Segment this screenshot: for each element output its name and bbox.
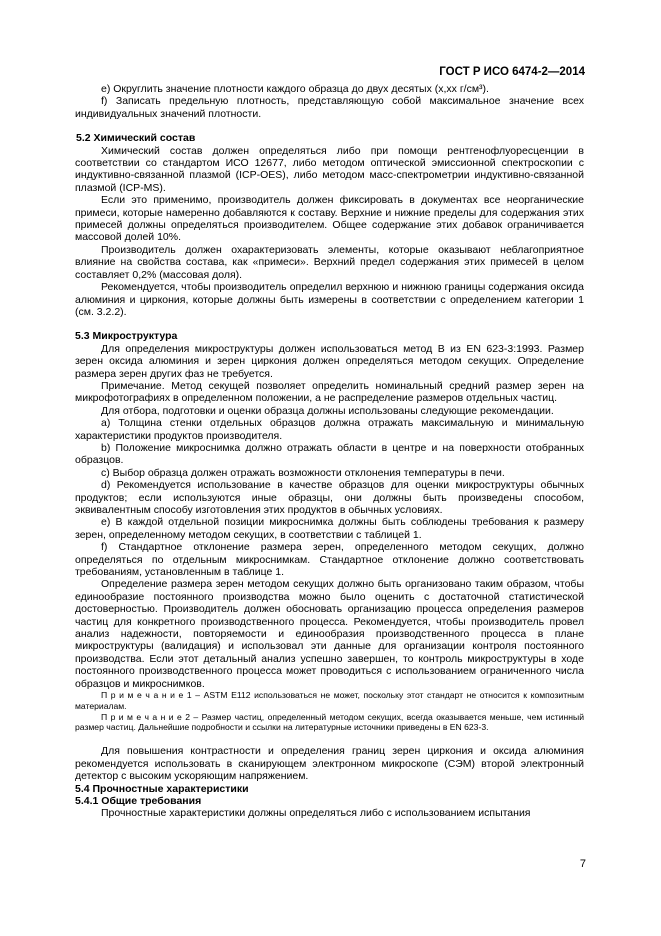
section-5-2-p1: Химический состав должен определяться либо при помощи рентгенофлуоресценции в соответствии со стандартом ИСО 12677, либо методом оптической эмиссионной спектроскопии с индуктивно-связанной плазмой (ICP-OES), либо методом масс-спектрометрии индуктивно-связанной плазмой (ICP-MS). <box>75 144 584 194</box>
section-5-4-1-title: 5.4.1 Общие требования <box>75 794 202 807</box>
section-5-3-item-c: с) Выбор образца должен отражать возможности отклонения температуры в печи. <box>101 466 505 479</box>
section-5-3-item-f: f) Стандартное отклонение размера зерен, определенного методом секущих, должно определяться по отдельным микроснимкам. Стандартное отклонение должно соответствовать требованиям, установленным в таблице 1. <box>75 541 584 579</box>
section-5-2-p2: Если это применимо, производитель должен фиксировать в документах все неорганические примеси, которые намеренно добавляются к составу. Верхние и нижние пределы для содержания этих примесей должны определяться производителем. Общее содержание этих добавок ограничивается массовой долей 10%. <box>75 194 584 244</box>
paragraph-e: е) Округлить значение плотности каждого образца до двух десятых (x,xx г/см³). <box>101 83 489 95</box>
section-5-2-p4: Рекомендуется, чтобы производитель определил верхнюю и нижнюю границы содержания оксида алюминия и циркония, которые должны быть измерены в соответствии с определением категории 1 (см. 3.2.2). <box>75 281 584 318</box>
section-5-3-p5: Для повышения контрастности и определения границ зерен циркония и оксида алюминия рекомендуется использовать в сканирующем электронном микроскопе (СЭМ) второй электронный детектор с высоким ускоряющим напряжением. <box>75 745 584 783</box>
section-5-2-title: 5.2 Химический состав <box>76 132 196 145</box>
paragraph-f: f) Записать предельную плотность, представляющую собой максимальное значение всех индивидуальных значений плотности. <box>75 95 584 120</box>
section-5-3-item-e: е) В каждой отдельной позиции микроснимка должны быть соблюдены требования к размеру зерен, определенному методом секущих, в соответствии с таблицей 1. <box>75 516 584 541</box>
section-5-3-item-a: а) Толщина стенки отдельных образцов должна отражать максимальную и минимальную характеристики продуктов производителя. <box>75 417 584 442</box>
section-5-3-p4: Определение размера зерен методом секущих должно быть организовано таким образом, чтобы единообразие постоянного производства можно было оценить с достаточной статистической достоверностью. Производитель должен обосновать организацию процесса определения размеров частиц для конкретного производственного процесса. Рекомендуется, чтобы производитель провел анализ надежности, повторяемости и единообразия производственного процесса в плане микроструктуры (валидация) и использовал эти данные для организации контроля постоянного производства. Если этот детальный анализ успешно завершен, то контроль микроструктуры в ходе постоянного производственного процесса может проводиться с использованием ограниченного числа образцов и микроснимков. <box>75 578 584 690</box>
section-5-3-p2: Примечание. Метод секущей позволяет определить номинальный средний размер зерен на микрофотографиях в определенном положении, а не распределение размеров отдельных частиц. <box>75 379 584 405</box>
section-5-3-note-2: П р и м е ч а н и е 2 – Размер частиц, определенный методом секущих, всегда оказывается меньше, чем истинный размер частиц. Дальнейшие подробности и ссылки на литературные источники приведены в EN 623-3. <box>75 711 584 733</box>
section-5-3-item-b: b) Положение микроснимка должно отражать области в центре и на поверхности отобранных образцов. <box>75 441 584 467</box>
document-header: ГОСТ Р ИСО 6474-2—2014 <box>439 66 585 78</box>
section-5-3-note-1: П р и м е ч а н и е 1 – ASTM E112 использоваться не может, поскольку этот стандарт не относится к композитным материалам. <box>75 690 584 711</box>
section-5-4-title: 5.4 Прочностные характеристики <box>75 782 249 795</box>
section-5-3-p1: Для определения микроструктуры должен использоваться метод В из EN 623-3:1993. Размер зерен оксида алюминия и зерен циркония должен определяться методом секущих. Определение размера зерен других фаз не требуется. <box>75 342 584 380</box>
section-5-3-item-d: d) Рекомендуется использование в качестве образцов для оценки микроструктуры обычных продуктов; если используются иные образцы, они должны быть произведены способом, эквивалентным способу изготовления этих продуктов в обычных условиях. <box>75 479 584 516</box>
section-5-3-title: 5.3 Микроструктура <box>75 330 178 343</box>
section-5-2-p3: Производитель должен охарактеризовать элементы, которые оказывают неблагоприятное влияние на свойства состава, как «примеси». Верхний предел содержания этих примесей в целом составляет 0,2% (массовая доля). <box>75 243 584 281</box>
section-5-3-p3: Для отбора, подготовки и оценки образца должны использованы следующие рекомендации. <box>101 404 554 417</box>
document-body <box>75 83 584 820</box>
section-5-4-1-p1: Прочностные характеристики должны определяться либо с использованием испытания <box>101 807 531 820</box>
page-number: 7 <box>579 858 586 870</box>
